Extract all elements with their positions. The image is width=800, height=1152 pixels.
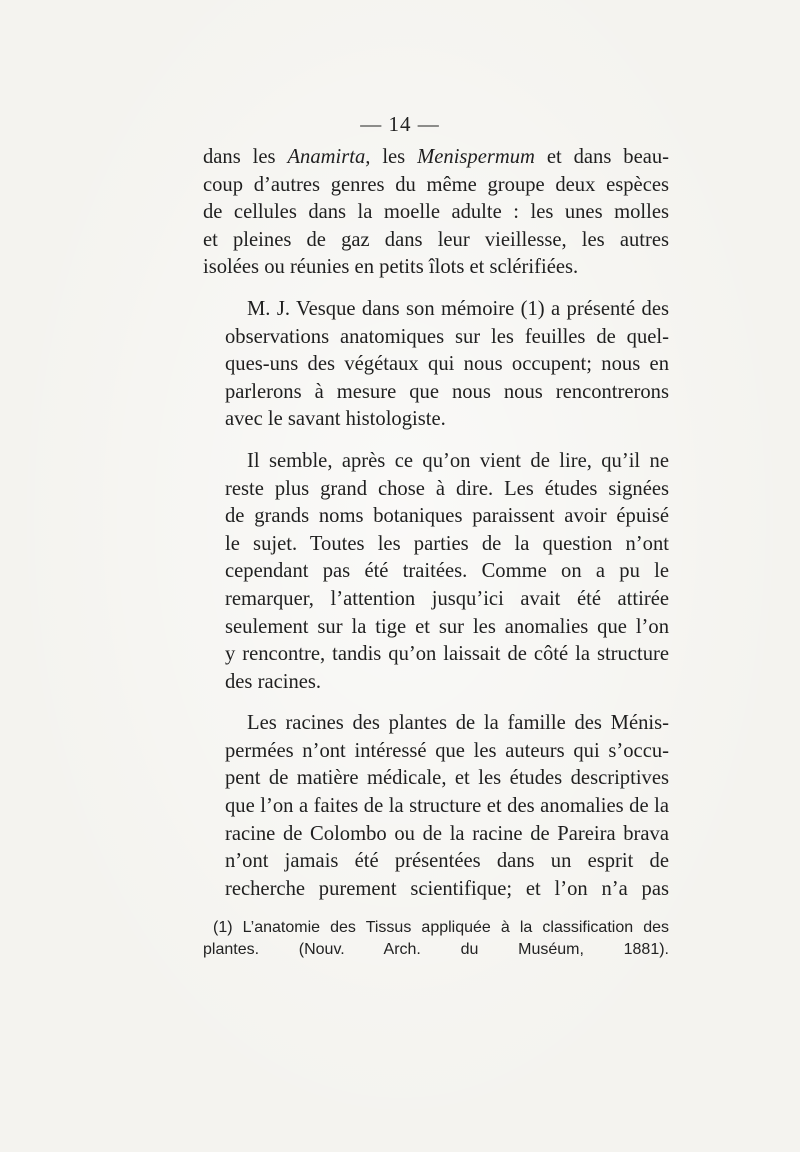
text-line: Il semble, après ce qu’on vient de lire, qu’il ne [247,449,669,472]
main-text [203,144,669,917]
text-line: isolées ou réunies en petits îlots et sclérifiées. [203,256,579,279]
text-line: recherche purement scientifique; et l’on n’a pas [225,877,669,900]
text-line: ques-uns des végétaux qui nous occupent; nous en [225,353,669,376]
paragraph-4 [203,710,669,903]
text-line: reste plus grand chose à dire. Les études signées [225,477,669,500]
text-line: de grands noms botaniques paraissent avoir épuisé [225,505,669,528]
text-line: seulement sur la tige et sur les anomalies que l’on [225,615,669,638]
text-line: racine de Colombo ou de la racine de Pareira brava [225,822,669,845]
text-line: des racines. [225,670,322,693]
text-line: le sujet. Toutes les parties de la question n’ont [225,532,669,555]
text-line: permées n’ont intéressé que les auteurs qui s’occu- [225,739,669,762]
text-line: observations anatomiques sur les feuilles de quel- [225,325,669,348]
text-line: pent de matière médicale, et les études descriptives [225,767,669,790]
text-line: dans les Anamirta, les Menispermum et dans beau- [203,146,670,168]
text-line: n’ont jamais été présentées dans un esprit de [225,850,669,873]
text-line: Les racines des plantes de la famille des Ménis- [247,712,669,735]
text-line: remarquer, l’attention jusqu’ici avait été attirée [225,587,669,610]
page-number: — 14 — [360,112,440,136]
paragraph-2 [203,296,669,434]
text-line: et pleines de gaz dans leur vieillesse, les autres [203,228,669,251]
text-line: cependant pas été traitées. Comme on a pu le [225,560,669,583]
footnote [203,917,669,961]
text-line: que l’on a faites de la structure et des anomalies de la [225,795,669,818]
paragraph-3 [203,448,669,696]
text-line: avec le savant histologiste. [225,408,446,431]
footnote-line: (1) L’anatomie des Tissus appliquée à la classification des [213,919,669,936]
italic-genus: Anamirta, [287,146,371,168]
paragraph-1 [203,144,669,282]
text-line: y rencontre, tandis qu’on laissait de côté la structure [225,643,669,666]
text-line: coup d’autres genres du même groupe deux espèces [203,173,669,196]
text-line: M. J. Vesque dans son mémoire (1) a présenté des [247,297,669,320]
footnote-line: plantes. (Nouv. Arch. du Muséum, 1881). [203,941,669,958]
italic-genus: Menispermum [417,146,535,168]
text-line: parlerons à mesure que nous nous rencontrerons [225,380,669,403]
text-line: de cellules dans la moelle adulte : les unes molles [203,201,669,224]
